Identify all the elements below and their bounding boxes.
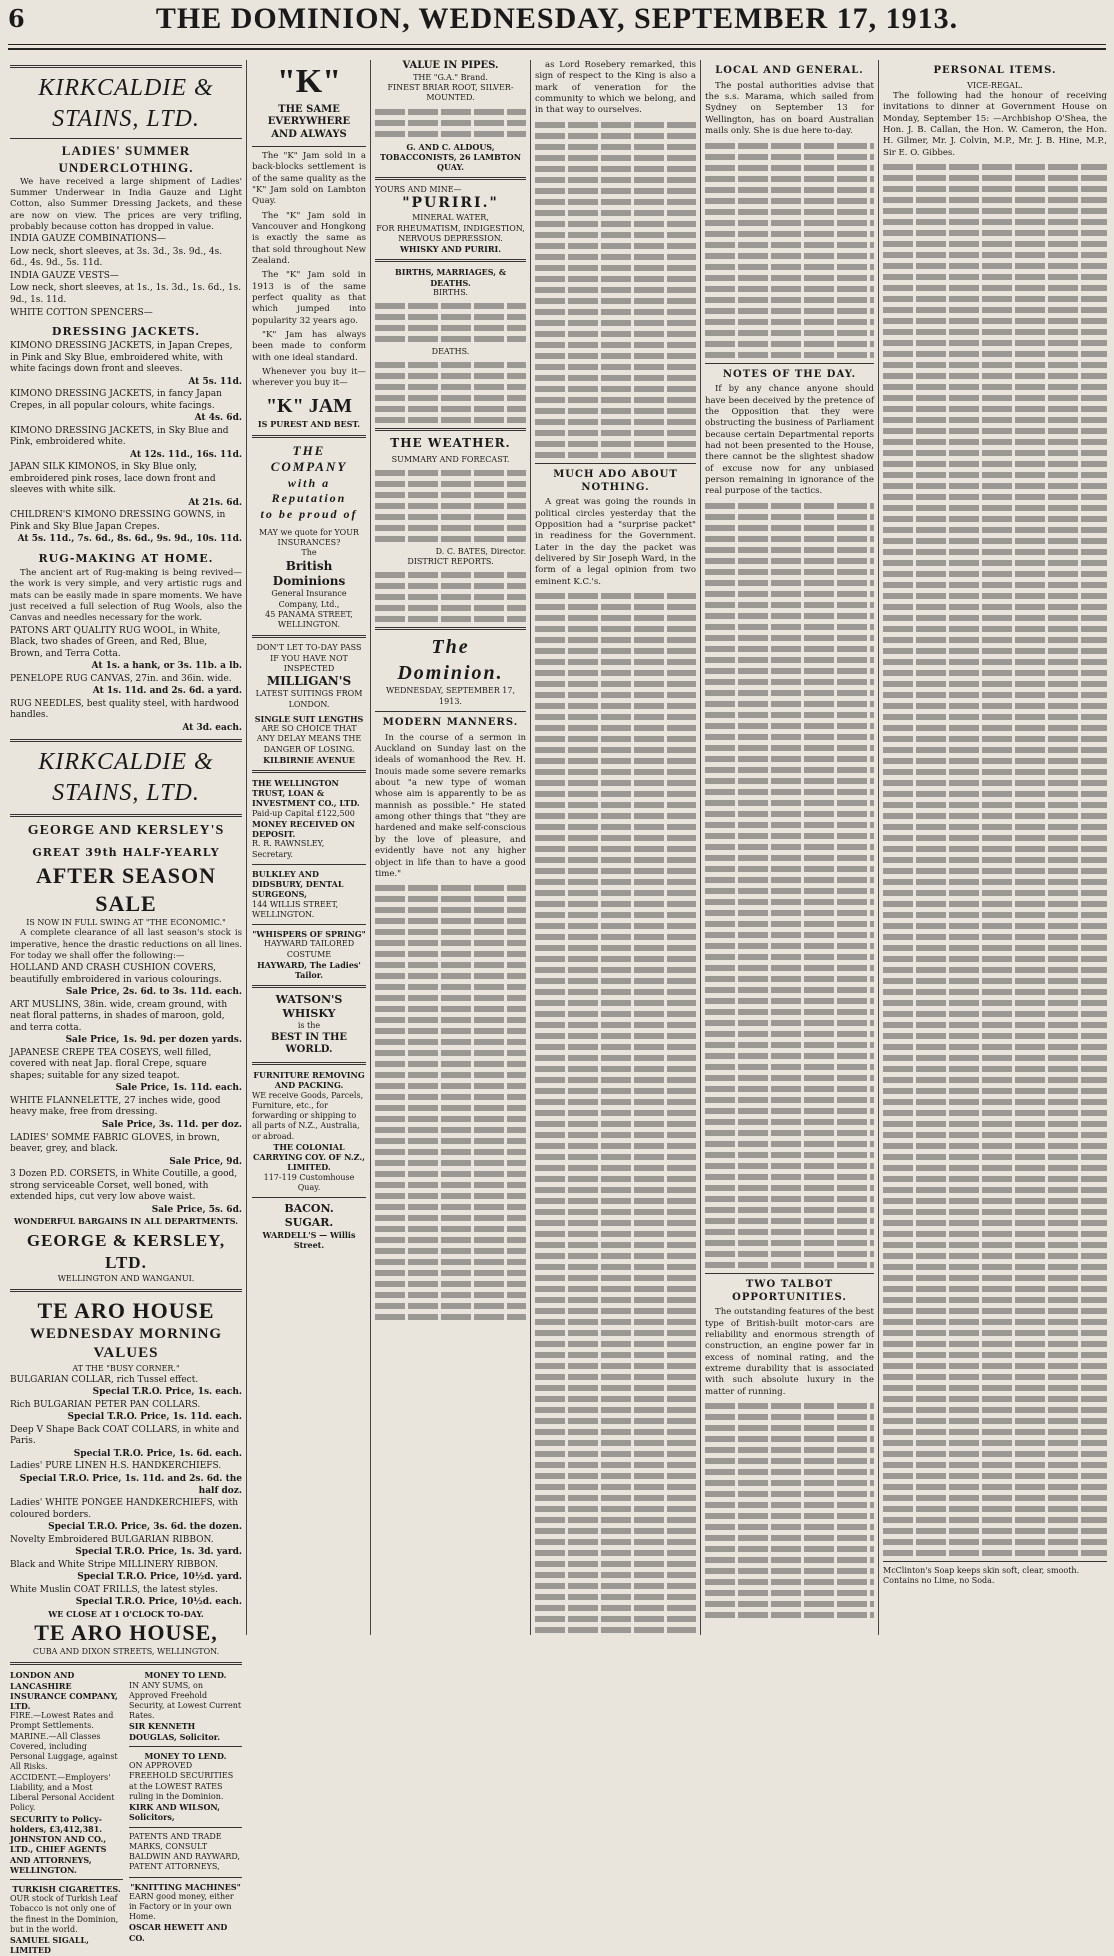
ad-item: Rich BULGARIAN PETER PAN COLLARS. [10,1399,201,1410]
insurance-marine: MARINE.—All Classes Covered, including Personal Luggage, against All Risks. [10,1731,118,1772]
watsons-is: is the [297,1021,321,1031]
ad-item: Ladies' WHITE PONGEE HANDKERCHIEFS, with coloured borders. [10,1498,239,1520]
ad-item: Deep V Shape Back COAT COLLARS, in white and Paris. [10,1424,240,1447]
k-jam-logo: "K" JAM [265,394,353,417]
george-kersley-heading: GEORGE AND KERSLEY'S [27,822,225,838]
ad-price: At 4s. 6d. [194,413,242,424]
ad-price: At 5s. 11d. [188,376,242,387]
column-editorial-3 [375,60,526,1635]
close-notice: WE CLOSE AT 1 O'CLOCK TO-DAY. [48,1608,204,1619]
hayward-costume: HAYWARD TAILORED COSTUME [263,939,355,959]
money-to-lend-signature-2: KIRK AND WILSON, Solicitors, [129,1802,221,1823]
insurance-fire: FIRE.—Lowest Rates and Prompt Settlements. [10,1711,114,1731]
k-text: The "K" Jam sold in Vancouver and Hongkong is exactly the same as that sold throughout New Zealand. [252,210,366,266]
money-to-lend-heading: MONEY TO LEND. [144,1670,227,1681]
single-suit: SINGLE SUIT LENGTHS [254,713,364,724]
gk-subheading: GREAT 39th HALF-YEARLY [32,845,220,859]
insurance-agents: JOHNSTON AND CO., LTD., CHIEF AGENTS AND ATTORNEYS, WELLINGTON. [10,1834,107,1875]
rug-making-heading: RUG-MAKING AT HOME. [38,551,214,565]
ladies-underclothing-heading: LADIES' SUMMER UNDERCLOTHING. [58,143,194,176]
births-subheading: BIRTHS. [433,287,468,297]
ad-price: Special T.R.O. Price, 1s. 11d. and 2s. 6d. the half doz. [19,1473,242,1496]
column-editorial-4 [535,60,696,1635]
trust-signature: R. R. RAWNSLEY, Secretary. [252,839,325,859]
ad-item: HOLLAND AND CRASH CUSHION COVERS, beautifully embroidered in various colourings. [10,963,222,985]
trust-heading: THE WELLINGTON TRUST, LOAN & INVESTMENT CO., LTD. [252,778,360,809]
ad-price: Special T.R.O. Price, 1s. 6d. each. [73,1448,242,1459]
kirkcaldie-brand-footer: KIRKCALDIE & STAINS, LTD. [38,749,214,807]
money-to-lend-text: IN ANY SUMS, on Approved Freehold Security, at Lowest Current Rates. [129,1680,242,1721]
ad-item: JAPANESE CREPE TEA COSEYS, well filled, covered with neat Jap. floral Crepe, square shapes; suitable for any sized teapot. [10,1047,212,1081]
ad-item: INDIA GAUZE COMBINATIONS— [10,234,167,245]
ad-price: Special T.R.O. Price, 3s. 6d. the dozen. [48,1522,242,1533]
george-kersley-name: GEORGE & KERSLEY, LTD. [26,1231,226,1273]
column-divider [878,60,879,1635]
vice-regal: VICE-REGAL. [967,80,1023,90]
ad-item: JAPAN SILK KIMONOS, in Sky Blue only, embroidered pink roses, lace down front and sleeves with white silk. [10,462,216,496]
local-general-heading: LOCAL AND GENERAL. [715,65,864,76]
two-talbot-heading: TWO TALBOT OPPORTUNITIES. [732,1278,847,1303]
weather-sub: SUMMARY AND FORECAST. [391,454,510,464]
births-heading: BIRTHS, MARRIAGES, & DEATHS. [394,267,507,288]
colonial-carrying: THE COLONIAL CARRYING COY. OF N.Z., LIMITED. [253,1141,365,1173]
pipes-briar: FINEST BRIAR ROOT, SILVER-MOUNTED. [387,83,514,103]
dressing-jackets-heading: DRESSING JACKETS. [51,325,201,339]
ad-item: Ladies' PURE LINEN H.S. HANDKERCHIEFS. [10,1461,222,1472]
gk-location: WELLINGTON AND WANGANUI. [57,1273,195,1283]
colonial-address: 117-119 Customhouse Quay. [263,1172,355,1192]
milligans: MILLIGAN'S [266,674,352,688]
kilbirnie: KILBIRNIE AVENUE [263,754,355,765]
watsons-whisky: WATSON'S WHISKY [275,993,343,1021]
ad-item: WHITE FLANNELETTE, 27 inches wide, good heavy make, free from dressing. [10,1095,221,1118]
column-divider [700,60,701,1635]
k-text: The "K" Jam sold in 1913 is of the same perfect quality as that which jumped into popularity 32 years ago. [252,270,366,326]
ad-item: RUG NEEDLES, best quality steel, with hardwood handles. [10,698,240,721]
ad-price: At 1s. a hank, or 3s. 11b. a lb. [91,661,242,672]
much-ado-heading: MUCH ADO ABOUT NOTHING. [553,468,678,493]
ad-item: CHILDREN'S KIMONO DRESSING GOWNS, in Pink and Sky Blue Japan Crepes. [10,510,226,532]
the-dominion-title: The Dominion. [397,636,504,684]
ad-item: Novelty Embroidered BULGARIAN RIBBON. [10,1534,214,1545]
column-divider [370,60,371,1635]
weather-heading: THE WEATHER. [390,436,511,451]
k-jam-heading: "K" [276,63,342,100]
furniture-text: WE receive Goods, Parcels, Furniture, etc., for forwarding or shipping to all parts of N.Z., Australia, or abroad. [252,1090,364,1141]
mcclintons-soap-ad: McClinton's Soap keeps skin soft, clear, smooth. Contains no Lime, no Soda. [883,1566,1080,1586]
k-text: The "K" Jam sold in a back-blocks settlement is of the same quality as the "K" Jam sold on Lambton Quay. [252,150,366,207]
notes-of-the-day-text: If by any chance anyone should have been deceived by the pretence of the Opposition that they were obstructing the business of Parliament because certain Departmental reports had not been presented to the House, there cannot be the slightest shadow of excuse now for any unbiased person remaining in ignorance of the real purpose of the tactics. [705,384,874,497]
company-heading: with a Reputation [271,475,347,506]
bacon: BACON. [284,1202,334,1216]
te-aro-house-name: TE ARO HOUSE, [34,1619,218,1645]
pipes-sub: THE "G.A." Brand. [413,72,488,82]
ladies-intro: We have received a large shipment of Ladies' Summer Underwear in India Gauze and Light Cotton, also Summer Dressing Jackets, and these are now on view. The prices are very trifling, probably because cotton has dropped in value. [10,176,242,233]
patents-ad: PATENTS AND TRADE MARKS, CONSULT BALDWIN AND RAYWARD, PATENT ATTORNEYS, [129,1831,241,1872]
insurance-heading: LONDON AND LANCASHIRE INSURANCE COMPANY, LTD. [10,1670,118,1711]
furniture-heading: FURNITURE REMOVING AND PACKING. [253,1070,365,1091]
kirkcaldie-brand: KIRKCALDIE & STAINS, LTD. [38,75,214,132]
insurance-security: SECURITY to Policy-holders, £3,412,381. [10,1813,103,1834]
page-number: 6 [8,4,25,33]
puriri-logo: "PURIRI." [402,195,499,212]
busy-corner: AT THE "BUSY CORNER." [72,1363,180,1373]
whispers-heading: "WHISPERS OF SPRING" [252,929,366,940]
trust-capital: Paid-up Capital £122,500 [252,808,355,818]
cigarettes-signature: SAMUEL SIGALL, LIMITED [10,1935,89,1956]
ad-item: PATONS ART QUALITY RUG WOOL, in White, Black, two shades of Green, and Red, Blue, Brown, and Terra Cotta. [10,625,221,659]
sugar: SUGAR. [284,1216,334,1230]
ad-price: At 21s. 6d. [188,497,242,508]
ad-price: Sale Price, 3s. 11d. per doz. [101,1120,242,1130]
gk-bargains: WONDERFUL BARGAINS IN ALL DEPARTMENTS. [13,1216,238,1227]
bulkley-address: 144 WILLIS STREET, WELLINGTON. [252,899,339,919]
insurance-accident: ACCIDENT.—Employers' Liability, and a Most Liberal Personal Accident Policy. [10,1772,115,1813]
rug-text: The ancient art of Rug-making is being revived—the work is very simple, and very artistic rugs and mats can be easily made in spare moments. We have just received a full selection of Rug Wools, also the Canvas and needles necessary for the work. [10,567,242,624]
knitting-text: EARN good money, either in Factory or in your own Home. [129,1891,234,1922]
ad-price: Special T.R.O. Price, 10½d. yard. [77,1572,242,1583]
cigarettes-text: OUR stock of Turkish Leaf Tobacco is not only one of the finest in the Dominion, but in the world. [10,1894,119,1934]
ad-item: KIMONO DRESSING JACKETS, in Sky Blue and Pink, embroidered white. [10,425,229,448]
modern-manners-text: In the course of a sermon in Auckland on Sunday last on the ideals of womanhood the Rev. H. Inouis made some severe remarks about "a new type of woman whose aim is apparently to be as mannish as possible." He stated among other things that "they are hardened and make self-conscious by the love of pleasure, and evidently have not any higher object in life than to have a good time." [375,732,526,879]
ad-item: Low neck, short sleeves, at 3s. 3d., 3s. 9d., 4s. 6d., 4s. 9d., 5s. 11d. [10,246,223,269]
money-to-lend-signature: SIR KENNETH DOUGLAS, Solicitor. [129,1721,221,1742]
modern-manners-heading: MODERN MANNERS. [382,716,519,728]
k-sub: AND ALWAYS [271,129,347,141]
watsons-best: BEST IN THE WORLD. [270,1031,348,1056]
wednesday-values: WEDNESDAY MORNING VALUES [29,1326,223,1362]
personal-text: The following had the honour of receiving invitations to dinner at Government House on Monday, September 15: —Archbishop O'Shea, the Hon. J. B. Callan, the Hon. W. Cameron, the Hon. H. Gilmer, Mr. J. Colvin, M.P., Mr. J. B. Hine, M.P., Sir E. O. Gibbes. [883,91,1107,158]
company-the: The [301,548,317,558]
ad-item: 3 Dozen P.D. CORSETS, in White Coutille, a good, strong serviceable Corset, well boned, with extended hips, cut very low above waist. [10,1169,238,1203]
k-sub: THE SAME [278,103,340,115]
personal-items-heading: PERSONAL ITEMS. [933,65,1057,76]
local-general-text: The postal authorities advise that the s.s. Marama, which sailed from Sydney on September 13 for Wellington, has on board Australian mails only. She is due here to-day. [705,80,874,137]
ad-item: KIMONO DRESSING JACKETS, in fancy Japan Crepes, in all popular colours, white facings. [10,389,222,411]
money-to-lend-text-2: ON APPROVED FREEHOLD SECURITIES at the LOWEST RATES ruling in the Dominion. [129,1761,234,1801]
ad-price: Special T.R.O. Price, 1s. 11d. each. [67,1412,242,1423]
k-sub: EVERYWHERE [267,116,351,128]
ad-price: At 12s. 11d., 16s. 11d. [130,449,242,460]
dominion-date: WEDNESDAY, SEPTEMBER 17, 1913. [385,686,516,706]
te-aro-house-heading: TE ARO HOUSE [37,1298,215,1324]
column-advertisements-1 [10,60,242,1956]
ad-item: Low neck, short sleeves, at 1s., 1s. 3d., 1s. 6d., 1s. 9d., 1s. 11d. [10,283,242,305]
masthead-rule [8,44,1106,45]
dont-let-heading: DON'T LET TO-DAY PASS IF YOU HAVE NOT INSPECTED [256,643,362,673]
milligans-sub: LATEST SUITINGS FROM LONDON. [255,689,363,709]
ad-item: KIMONO DRESSING JACKETS, in Japan Crepes, in Pink and Sky Blue, embroidered white, with white facings down front and sleeves. [10,341,233,375]
money-to-lend-heading-2: MONEY TO LEND. [144,1750,227,1761]
ad-price: Special T.R.O. Price, 1s. 3d. yard. [75,1547,242,1558]
bulkley-heading: BULKLEY AND DIDSBURY, DENTAL SURGEONS, [252,868,344,900]
gk-intro: A complete clearance of all last season's stock is imperative, hence the drastic reductions on all lines. For today we shall offer the following:— [10,928,242,961]
ad-price: At 1s. 11d. and 2s. 6d. a yard. [92,686,242,697]
puriri-whisky: WHISKY AND PURIRI. [399,244,502,255]
k-purest: IS PUREST AND BEST. [257,419,361,430]
ad-item: White Muslin COAT FRILLS, the latest styles. [10,1584,218,1595]
column-advertisements-2 [252,60,366,1635]
notes-of-the-day-heading: NOTES OF THE DAY. [722,368,857,380]
k-whenever: Whenever you buy it—wherever you buy it— [252,367,366,389]
column-divider [246,60,247,1635]
puriri-yours: YOURS AND MINE— [375,185,462,195]
ad-item: ART MUSLINS, 38in. wide, cream ground, with neat floral patterns, in shades of maroon, gold, and terra cotta. [10,999,228,1033]
article-continuation: as Lord Rosebery remarked, this sign of respect to the King is also a mark of veneration for the community to which we belong, and in that way to ourselves. [535,60,696,116]
ad-price: Special T.R.O. Price, 1s. each. [92,1387,242,1398]
single-suit-sub: ARE SO CHOICE THAT ANY DELAY MEANS THE DANGER OF LOSING. [256,724,362,754]
money-deposit: MONEY RECEIVED ON DEPOSIT. [252,818,355,840]
gk-swing: IS NOW IN FULL SWING AT "THE ECONOMIC." [26,918,226,928]
ad-price: At 5s. 11d., 7s. 6d., 8s. 6d., 9s. 9d., 10s. 11d. [17,534,242,545]
company-heading: THE COMPANY [270,442,348,475]
two-talbot-text: The outstanding features of the best type of British-built motor-cars are reliability and enormous strength of construction, an engine power far in excess of nominal rating, and the extreme durability that is associated with such absolute luxury in the matter of running. [705,1307,874,1397]
newspaper-title: THE DOMINION, WEDNESDAY, SEPTEMBER 17, 1913. [155,2,959,35]
masthead-rule-double [8,48,1106,50]
deaths-subheading: DEATHS. [431,346,470,356]
ad-item: BULGARIAN COLLAR, rich Tussel effect. [10,1374,199,1385]
puriri-sub: MINERAL WATER, [412,213,489,223]
company-heading: to be proud of [260,506,358,521]
ad-item: WHITE COTTON SPENCERS— [10,307,153,318]
ad-price: Sale Price, 1s. 9d. per dozen yards. [65,1035,242,1046]
ad-item: Black and White Stripe MILLINERY RIBBON. [10,1559,218,1570]
knitting-signature: OSCAR HEWETT AND CO. [129,1922,228,1943]
company-address: 45 PANAMA STREET, WELLINGTON. [265,609,353,630]
column-personal-6 [883,60,1107,1635]
wardells: WARDELL'S — Willis Street. [262,1230,356,1251]
ad-item: PENELOPE RUG CANVAS, 27in. and 36in. wide. [10,673,232,684]
ad-price: Sale Price, 9d. [169,1156,242,1167]
ad-price: Special T.R.O. Price, 10½d. each. [75,1597,242,1608]
hayward-signature: HAYWARD, The Ladies' Tailor. [257,959,361,980]
puriri-uses: FOR RHEUMATISM, INDIGESTION, NERVOUS DEPRESSION. [376,223,525,243]
ad-item: LADIES' SOMME FABRIC GLOVES, in brown, beaver, grey, and black. [10,1132,220,1155]
ad-price: Sale Price, 1s. 11d. each. [115,1083,242,1094]
company-sub: General Insurance Company, Ltd., [271,589,347,609]
k-text: "K" Jam has always been made to conform with one ideal standard. [252,330,366,363]
weather-signature: D. C. BATES, Director. [435,546,526,556]
column-editorial-5 [705,60,874,1635]
british-dominions: British Dominions [272,558,346,588]
ad-item: INDIA GAUZE VESTS— [10,270,119,281]
company-may: MAY we quote for YOUR INSURANCES? [259,527,359,548]
district-reports: DISTRICT REPORTS. [407,557,494,567]
cigarettes-heading: TURKISH CIGARETTES. [12,1883,121,1894]
te-aro-address: CUBA AND DIXON STREETS, WELLINGTON. [32,1647,220,1657]
ad-price: Sale Price, 5s. 6d. [151,1204,242,1215]
much-ado-text: A great was going the rounds in political circles yesterday that the Opposition had a "surprise packet" in readiness for the Government. Later in the day the packet was delivered by Sir Joseph Ward, in the form of a legal opinion from two eminent K.C.'s. [535,497,696,587]
column-divider [530,60,531,1635]
ad-price: At 3d. each. [182,722,242,733]
ad-price: Sale Price, 2s. 6d. to 3s. 11d. each. [65,987,242,998]
knitting-heading: "KNITTING MACHINES" [130,1881,241,1892]
after-season-sale: AFTER SEASON SALE [35,862,217,916]
pipes-signature: G. AND C. ALDOUS, TOBACCONISTS, 26 LAMBTON QUAY. [379,141,522,172]
pipes-heading: VALUE IN PIPES. [402,60,499,71]
